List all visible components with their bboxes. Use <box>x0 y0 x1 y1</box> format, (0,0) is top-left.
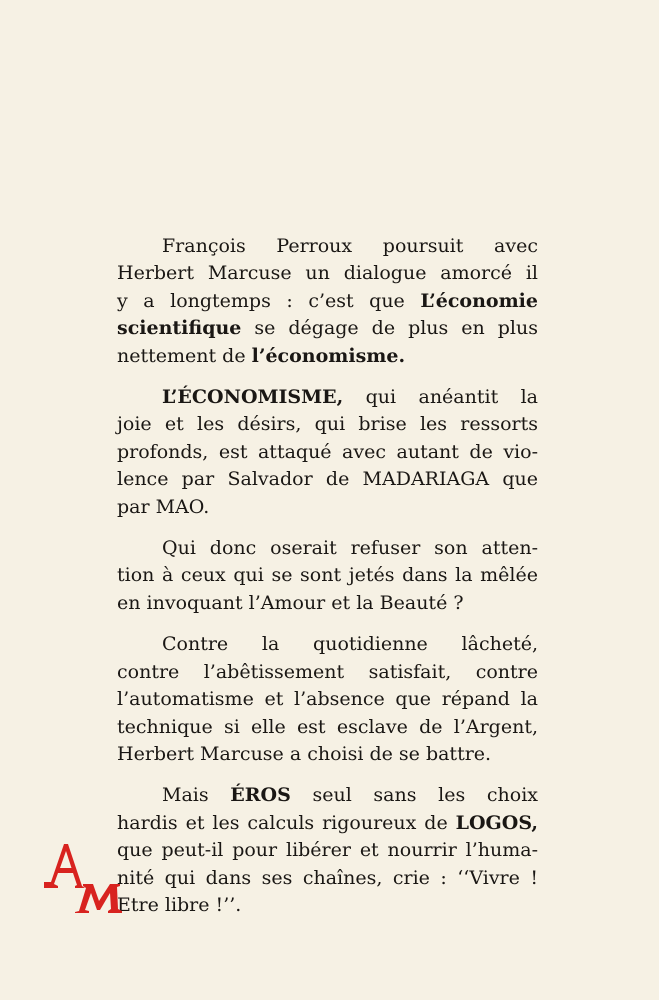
text-run: Etre libre !’’. <box>117 893 242 916</box>
text-run: nettement de <box>117 344 252 367</box>
text-line <box>117 686 538 713</box>
publisher-monogram-logo <box>42 838 124 918</box>
text-line <box>117 659 538 686</box>
paragraph <box>117 535 538 617</box>
text-line <box>117 810 538 837</box>
text-line <box>117 439 538 466</box>
text-line <box>117 837 538 864</box>
text-line <box>117 288 538 315</box>
paragraph <box>117 233 538 370</box>
text-line <box>117 260 538 287</box>
text-run: Herbert Marcuse a choisi de se battre. <box>117 742 492 765</box>
text-run: tion à ceux qui se sont jetés dans la mêlée <box>117 564 538 587</box>
text-run: Herbert Marcuse un dialogue amorcé il <box>117 262 538 285</box>
text-run: Qui donc oserait refuser son atten- <box>162 537 538 560</box>
text-run: lence par Salvador de MADARIAGA que <box>117 468 538 491</box>
text-line <box>117 315 538 342</box>
text-line <box>117 782 538 809</box>
paragraph <box>117 631 538 768</box>
text-line <box>117 590 538 617</box>
bold-phrase: LOGOS, <box>455 811 538 834</box>
text-run: se dégage de plus en plus <box>241 317 538 340</box>
text-line <box>117 714 538 741</box>
text-run: que peut-il pour libérer et nourrir l’huma- <box>117 839 538 862</box>
text-run: nité qui dans ses chaînes, crie : ‘‘Vivre ! <box>117 866 538 889</box>
text-line <box>117 494 538 521</box>
text-run: l’automatisme et l’absence que répand la <box>117 688 538 711</box>
text-line <box>117 233 538 260</box>
text-run: contre l’abêtissement satisfait, contre <box>117 660 538 683</box>
bold-phrase: ÉROS <box>230 784 291 807</box>
text-line <box>117 562 538 589</box>
text-run: en invoquant l’Amour et la Beauté ? <box>117 591 464 614</box>
text-run: profonds, est attaqué avec autant de vio- <box>117 440 538 463</box>
text-line <box>117 892 538 919</box>
bold-phrase: scientifique <box>117 317 242 340</box>
text-run: Contre la quotidienne lâcheté, <box>162 633 538 656</box>
text-line <box>117 865 538 892</box>
text-line <box>117 466 538 493</box>
text-run: seul sans les choix <box>290 784 538 807</box>
text-run: qui anéantit la <box>343 386 538 409</box>
text-line <box>117 741 538 768</box>
bold-phrase: L’économie <box>420 289 538 312</box>
text-line <box>117 535 538 562</box>
text-line <box>117 384 538 411</box>
text-run: François Perroux poursuit avec <box>162 235 538 257</box>
body-text <box>117 233 538 933</box>
bold-phrase: l’économisme. <box>251 344 406 367</box>
paragraph <box>117 782 538 919</box>
text-run: technique si elle est esclave de l’Argent, <box>117 715 538 738</box>
text-run: Mais <box>162 784 231 807</box>
text-line <box>117 631 538 658</box>
text-line <box>117 411 538 438</box>
text-run: y a longtemps : c’est que <box>117 289 421 312</box>
text-line <box>117 343 538 370</box>
paragraph <box>117 384 538 521</box>
text-run: hardis et les calculs rigoureux de <box>117 811 456 834</box>
bold-phrase: L’ÉCONOMISME, <box>162 386 344 409</box>
text-run: par MAO. <box>117 495 210 518</box>
text-run: joie et les désirs, qui brise les ressorts <box>117 413 538 436</box>
